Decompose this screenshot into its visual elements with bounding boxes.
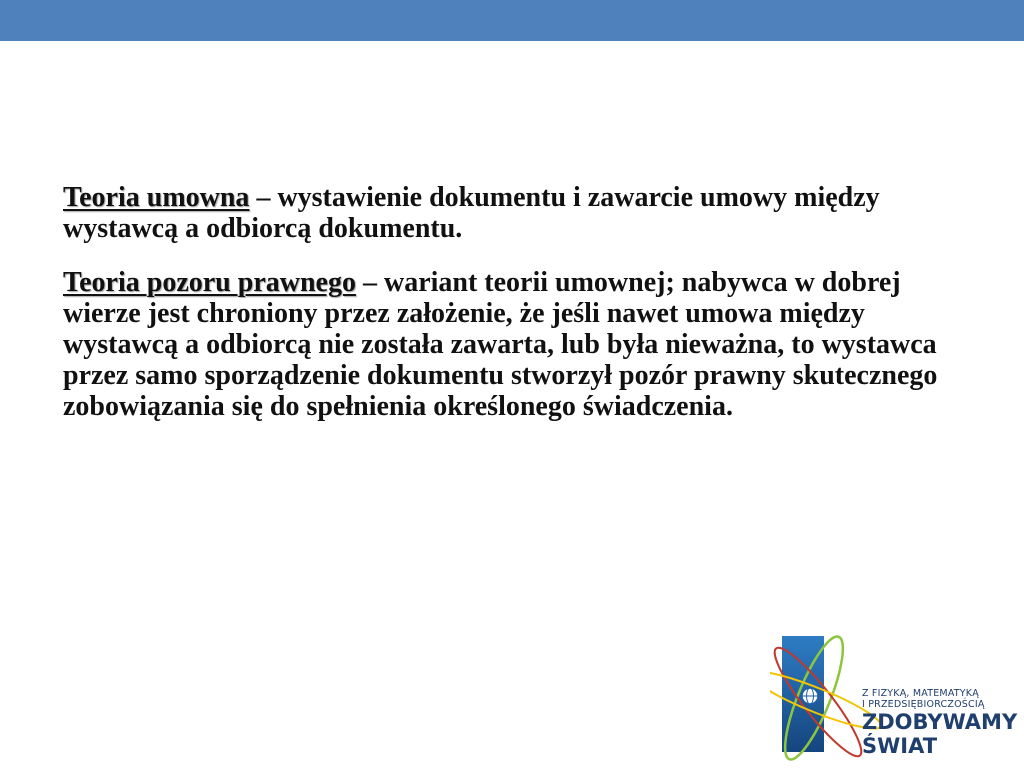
logo-subtitle-line2: I PRZEDSIĘBIORCZOŚCIĄ [862, 699, 985, 710]
logo-title-line2: ŚWIAT [862, 734, 938, 758]
paragraph-contract-theory [63, 182, 963, 244]
logo-title-line1: ZDOBYWAMY [862, 710, 1018, 734]
globe-atom-icon [802, 688, 818, 704]
logo-subtitle-line1: Z FIZYKĄ, MATEMATYKĄ [862, 688, 979, 699]
logo-text [862, 688, 1024, 758]
term-appearance-theory: Teoria pozoru prawnego [63, 267, 356, 298]
definition-contract-theory: – wystawienie dokumentu i zawarcie umowy między wystawcą a odbiorcą dokumentu. [63, 182, 880, 244]
definition-appearance-theory: – wariant teorii umownej; nabywca w dobrej wierze jest chroniony przez założenie, że jeśli nawet umowa między wystawcą a odbiorcą nie została zawarta, lub była nieważna, to wystawca przez samo sporządzenie dokumentu stworzył pozór prawny skutecznego zobowiązania się do spełnienia określonego świadczenia. [63, 267, 938, 422]
header-bar [0, 0, 1024, 41]
slide-body [63, 182, 963, 422]
term-contract-theory: Teoria umowna [63, 182, 250, 213]
paragraph-appearance-theory [63, 267, 963, 422]
